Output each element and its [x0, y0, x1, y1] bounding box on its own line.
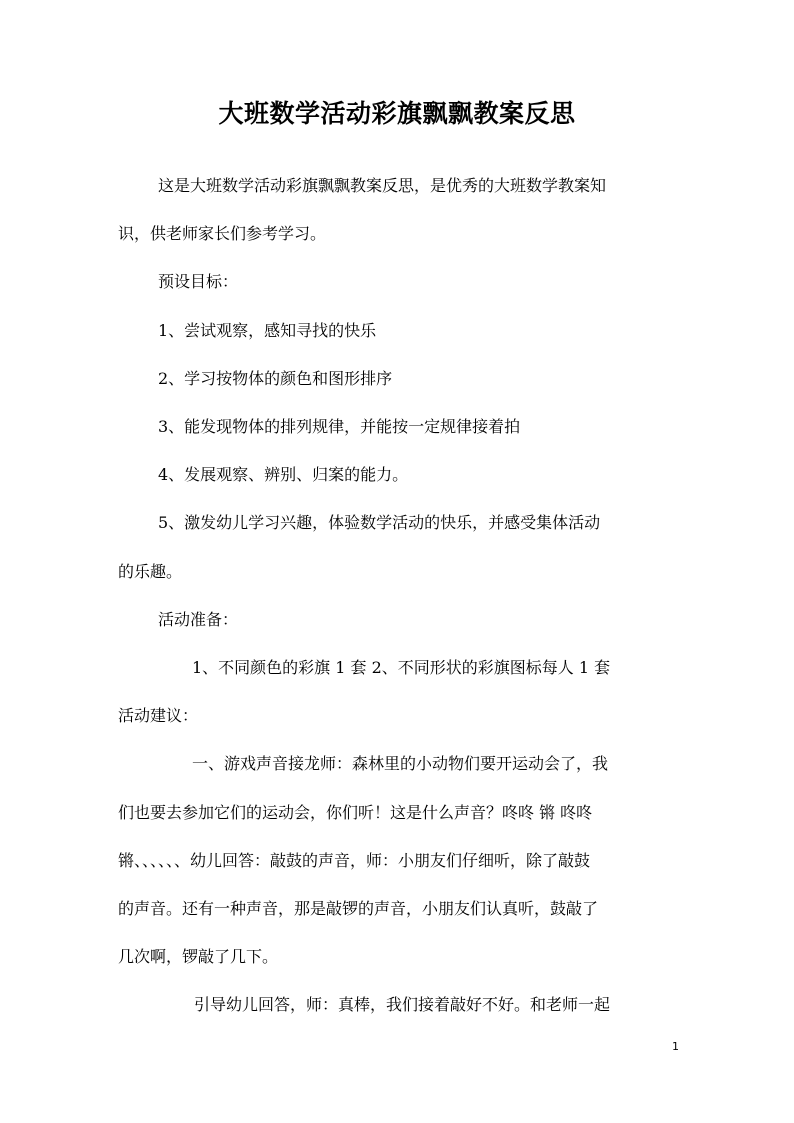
- text-line: 的声音。还有一种声音，那是敲锣的声音，小朋友们认真听，鼓敲了: [118, 899, 599, 919]
- text-line: 一、游戏声音接龙师：森林里的小动物们要开运动会了，我: [192, 754, 609, 774]
- text-line: 5、激发幼儿学习兴趣，体验数学活动的快乐，并感受集体活动: [158, 513, 601, 533]
- text-line: 这是大班数学活动彩旗飘飘教案反思，是优秀的大班数学教案知: [158, 176, 607, 195]
- intro-paragraph: [118, 162, 676, 258]
- text-line: 的乐趣。: [118, 561, 183, 581]
- text-line: 1、尝试观察，感知寻找的快乐: [158, 320, 377, 340]
- text-line: 4、发展观察、辨别、归案的能力。: [158, 465, 409, 485]
- activity-step-1: [118, 740, 676, 981]
- text-line: 识，供老师家长们参考学习。: [118, 224, 327, 244]
- goal-item-5: [118, 499, 676, 595]
- text-line: 引导幼儿回答，师：真棒，我们接着敲好不好。和老师一起: [194, 995, 611, 1015]
- preparation-item: [118, 644, 676, 740]
- text-line: 几次啊，锣敲了几下。: [118, 947, 279, 967]
- document-title: 大班数学活动彩旗飘飘教案反思: [218, 99, 576, 128]
- goal-item-4: [118, 451, 676, 499]
- goal-item-2: [118, 355, 676, 403]
- goal-item-1: [118, 307, 676, 355]
- page-number: 1: [672, 1040, 679, 1053]
- activity-step-2: [118, 981, 676, 1029]
- text-line: 2、学习按物体的颜色和图形排序: [158, 368, 393, 388]
- goal-item-3: [118, 403, 676, 451]
- document-body: [118, 162, 676, 1030]
- text-line: 锵、、、、、、幼儿回答：敲鼓的声音，师：小朋友们仔细听，除了敲鼓: [118, 850, 591, 870]
- section-heading-preparation: [118, 596, 676, 644]
- text-line: 预设目标：: [158, 272, 239, 292]
- text-line: 3、能发现物体的排列规律，并能按一定规律接着拍: [158, 417, 521, 437]
- text-line: 1、不同颜色的彩旗 1 套 2、不同形状的彩旗图标每人 1 套: [192, 658, 611, 678]
- text-line: 活动建议：: [118, 706, 199, 726]
- text-line: 们也要去参加它们的运动会，你们听！这是什么声音？咚咚 锵 咚咚: [118, 802, 593, 822]
- section-heading-goals: [118, 258, 676, 306]
- text-line: 活动准备：: [158, 609, 239, 629]
